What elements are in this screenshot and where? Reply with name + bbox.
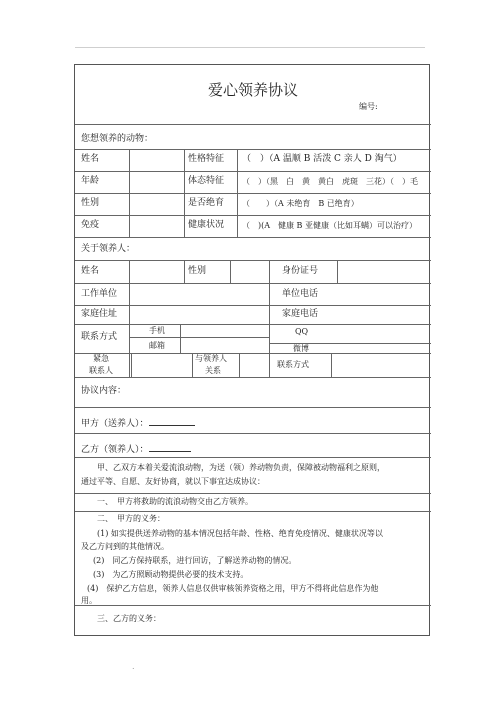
duty-item: (2) 同乙方保持联系，进行回访，了解送养动物的情况。: [93, 556, 297, 565]
duty-item: 及乙方问到的其他情况。: [81, 542, 169, 551]
party-b-label: 乙方（领养人）：: [81, 445, 149, 455]
body-feature-label: 体态特征: [188, 176, 225, 186]
divider: [180, 324, 181, 353]
animal-name-label: 姓名: [81, 154, 100, 164]
home-address-label: 家庭住址: [81, 309, 118, 319]
party-a-line: [81, 417, 195, 429]
duty-item: (1) 如实提供送养动物的基本情况包括年龄、性格、绝育免疫情况、健康状况等以: [97, 529, 383, 538]
divider: [184, 149, 185, 237]
divider: [129, 260, 130, 377]
divider: [75, 124, 431, 125]
relation-label: 与领养人: [195, 354, 227, 363]
divider: [75, 493, 431, 494]
clause-one: 一、 甲方将救助的流浪动物交由乙方领养。: [97, 497, 253, 506]
health-label: 健康状况: [188, 220, 225, 230]
divider: [75, 605, 431, 606]
document-title: 爱心领养协议: [207, 81, 298, 99]
qq-label: QQ: [295, 327, 309, 336]
divider: [129, 337, 269, 338]
signature-line: [149, 417, 195, 426]
animal-sex-label: 性别: [81, 198, 100, 208]
intro-paragraph: 甲、乙双方本着关爱流浪动物，为送（领）养动物负责，保障被动物福利之原则，: [97, 463, 385, 472]
divider: [75, 457, 431, 458]
divider: [131, 353, 132, 377]
clause-three-heading: 三、乙方的义务：: [97, 614, 161, 623]
emergency-contact-label: 紧急: [93, 354, 109, 363]
id-number-label: 身份证号: [282, 266, 319, 276]
work-phone-label: 单位电话: [282, 289, 319, 299]
weibo-label: 微博: [293, 344, 309, 353]
party-b-line: [81, 443, 191, 455]
divider: [129, 149, 130, 237]
agreement-form: [74, 64, 430, 636]
duty-item: 用。: [81, 596, 97, 605]
neutered-label: 是否绝育: [188, 198, 225, 208]
divider: [75, 237, 431, 238]
workplace-label: 工作单位: [81, 289, 118, 299]
personality-options: （ ）（A 温顺 B 活泼 C 亲人 D 淘气）: [242, 154, 402, 164]
divider: [75, 407, 431, 408]
divider: [75, 377, 431, 378]
contact-label: 联系方式: [81, 332, 118, 342]
personality-label: 性格特征: [188, 154, 225, 164]
animal-section-label: 您想领养的动物：: [81, 134, 154, 144]
adopter-name-label: 姓名: [81, 266, 100, 276]
emergency-contact-label: 联系人: [89, 366, 113, 375]
home-phone-label: 家庭电话: [282, 309, 319, 319]
agreement-content-label: 协议内容：: [81, 386, 127, 396]
divider: [230, 260, 231, 283]
divider: [269, 260, 270, 377]
number-label: 编号:: [359, 102, 378, 111]
divider: [75, 511, 431, 512]
duty-item: (3) 为乙方照顾动物提供必要的技术支持。: [93, 570, 249, 579]
vaccine-label: 免疫: [81, 220, 100, 230]
animal-age-label: 年龄: [81, 176, 100, 186]
body-feature-options: （ ）（黑 白 黄 黄白 虎斑 三花）（ ）毛: [242, 177, 418, 186]
adopter-sex-label: 性别: [188, 266, 207, 276]
header-rule: [75, 47, 425, 48]
emergency-phone-label: 联系方式: [277, 360, 309, 369]
divider: [237, 149, 238, 237]
relation-label: 关系: [205, 366, 221, 375]
divider: [331, 353, 332, 377]
divider: [75, 433, 431, 434]
adopter-section-label: 关于领养人：: [81, 244, 136, 254]
neutered-options: （ ）（A 未绝育 B 已绝育）: [242, 199, 359, 208]
signature-line: [149, 443, 191, 452]
health-options: （ )(A 健康 B 亚健康（比如耳螨）可以治疗）: [242, 221, 417, 230]
intro-paragraph: 通过平等、自愿、友好协商，就以下事宜达成协议：: [81, 477, 265, 486]
page-marker: .: [132, 662, 135, 671]
mobile-label: 手机: [149, 326, 165, 335]
divider: [337, 260, 338, 283]
party-a-label: 甲方（送养人）：: [81, 419, 149, 429]
clause-two-heading: 二、 甲方的义务：: [97, 514, 165, 523]
divider: [239, 353, 240, 377]
divider: [192, 353, 193, 377]
email-label: 邮箱: [149, 341, 165, 350]
duty-item: (4) 保护乙方信息，领养人信息仅供审核领养资格之用，甲方不得将此信息作为他: [87, 584, 379, 593]
divider: [184, 260, 185, 283]
